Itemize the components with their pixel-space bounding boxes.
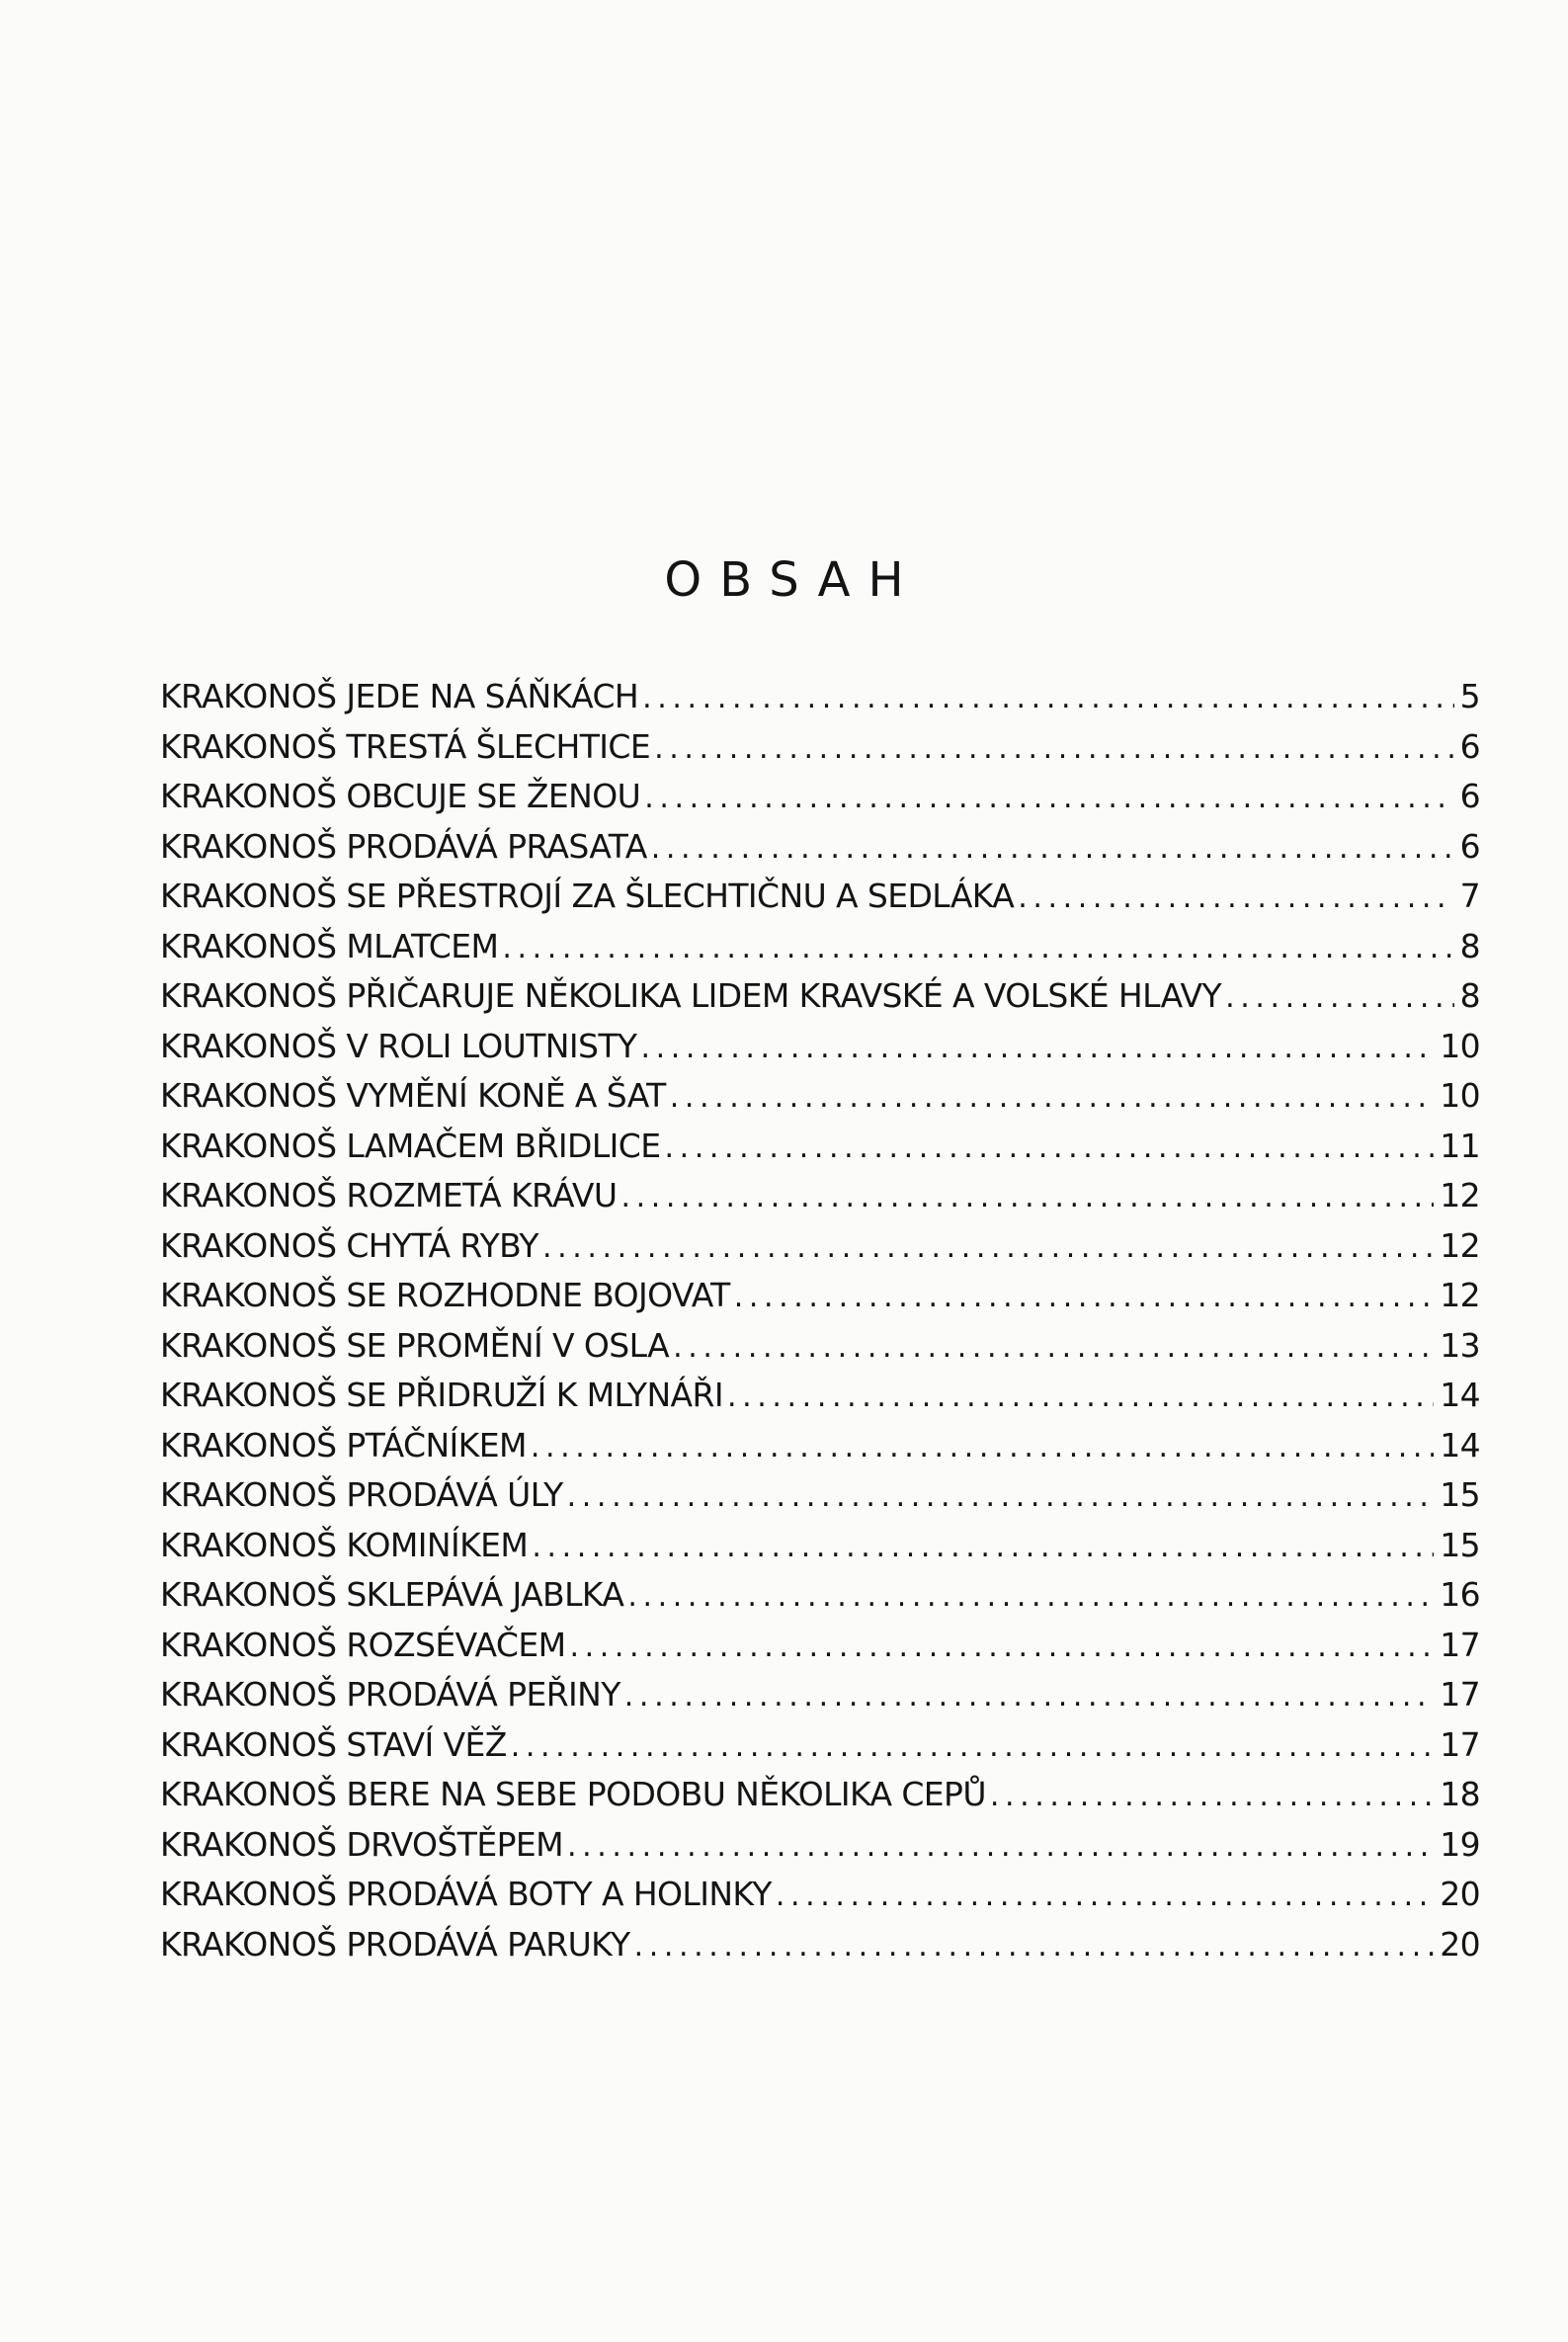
toc-entry-page-number: 6 (1459, 726, 1480, 766)
toc-dot-leader (1225, 973, 1454, 1022)
toc-entry-title: KRAKONOŠ PŘIČARUJE NĚKOLIKA LIDEM KRAVSKÉ A VOLSKÉ HLAVY (160, 976, 1222, 1015)
page-title: OBSAH (664, 552, 922, 608)
toc-entry (160, 1521, 1480, 1571)
toc-dot-leader (651, 824, 1454, 873)
toc-entry (160, 1720, 1480, 1771)
toc-entry (160, 1171, 1480, 1221)
toc-entry-title: KRAKONOŠ JEDE NA SÁŇKÁCH (160, 677, 639, 715)
toc-dot-leader (990, 1772, 1434, 1820)
toc-entry-page-number: 14 (1440, 1376, 1480, 1414)
toc-dot-leader (627, 1572, 1434, 1621)
toc-entry-page-number: 17 (1440, 1675, 1480, 1714)
toc-dot-leader (673, 1323, 1434, 1372)
toc-entry-page-number: 11 (1440, 1126, 1480, 1165)
toc-entry (160, 1570, 1480, 1621)
toc-dot-leader (624, 1672, 1434, 1720)
toc-entry-title: KRAKONOŠ CHYTÁ RYBY (160, 1225, 538, 1265)
toc-entry (160, 1870, 1480, 1920)
toc-entry-title: KRAKONOŠ SE PŘIDRUŽÍ K MLYNÁŘI (160, 1376, 723, 1414)
toc-entry-title: KRAKONOŠ BERE NA SEBE PODOBU NĚKOLIKA CEPŮ (160, 1775, 986, 1813)
toc-dot-leader (640, 1024, 1434, 1072)
toc-entry-title: KRAKONOŠ ROZMETÁ KRÁVU (160, 1176, 618, 1214)
toc-entry-page-number: 15 (1440, 1475, 1480, 1514)
toc-entry-title: KRAKONOŠ SKLEPÁVÁ JABLKA (160, 1575, 624, 1614)
toc-entry (160, 1122, 1480, 1172)
toc-entry-title: KRAKONOŠ MLATCEM (160, 926, 499, 965)
toc-entry-title: KRAKONOŠ PRODÁVÁ BOTY A HOLINKY (160, 1875, 772, 1913)
toc-entry-page-number: 19 (1440, 1824, 1480, 1864)
toc-entry-title: KRAKONOŠ VYMĚNÍ KONĚ A ŠAT (160, 1076, 666, 1115)
toc-dot-leader (569, 1623, 1434, 1671)
toc-entry (160, 971, 1480, 1022)
toc-entry-title: KRAKONOŠ PTÁČNÍKEM (160, 1425, 527, 1464)
toc-entry (160, 1221, 1480, 1272)
toc-entry-page-number: 12 (1440, 1176, 1480, 1214)
toc-entry-page-number: 12 (1440, 1276, 1480, 1314)
toc-entry-page-number: 10 (1440, 1076, 1480, 1115)
toc-entry-title: KRAKONOŠ PRODÁVÁ PRASATA (160, 826, 647, 866)
toc-entry (160, 1621, 1480, 1671)
toc-entry (160, 672, 1480, 722)
toc-entry-page-number: 20 (1440, 1924, 1480, 1964)
toc-entry (160, 1820, 1480, 1871)
toc-entry (160, 1670, 1480, 1720)
toc-entry (160, 1770, 1480, 1820)
toc-dot-leader (644, 774, 1453, 822)
toc-entry-page-number: 18 (1440, 1775, 1480, 1813)
toc-entry-title: KRAKONOŠ SE ROZHODNE BOJOVAT (160, 1276, 730, 1314)
toc-dot-leader (531, 1423, 1434, 1471)
toc-entry-title: KRAKONOŠ SE PROMĚNÍ V OSLA (160, 1325, 670, 1365)
toc-entry-page-number: 10 (1440, 1026, 1480, 1065)
toc-entry-page-number: 8 (1459, 976, 1480, 1015)
toc-entry-title: KRAKONOŠ SE PŘESTROJÍ ZA ŠLECHTIČNU A SEDLÁKA (160, 877, 1015, 915)
toc-entry-page-number: 6 (1459, 777, 1480, 815)
toc-dot-leader (511, 1722, 1434, 1771)
toc-dot-leader (670, 1073, 1434, 1122)
toc-entry (160, 922, 1480, 972)
toc-entry-page-number: 15 (1440, 1525, 1480, 1564)
toc-entry-page-number: 14 (1440, 1425, 1480, 1464)
toc-entry-title: KRAKONOŠ ROZSÉVAČEM (160, 1625, 566, 1664)
toc-entry-title: KRAKONOŠ TRESTÁ ŠLECHTICE (160, 726, 651, 766)
toc-dot-leader (620, 1173, 1434, 1221)
toc-dot-leader (532, 1523, 1434, 1571)
toc-dot-leader (654, 724, 1454, 773)
toc-dot-leader (502, 924, 1453, 972)
toc-dot-leader (734, 1273, 1434, 1321)
toc-entry-title: KRAKONOŠ LAMAČEM BŘIDLICE (160, 1126, 661, 1165)
toc-entry (160, 1470, 1480, 1521)
toc-entry (160, 1271, 1480, 1321)
toc-dot-leader (664, 1124, 1434, 1172)
toc-entry (160, 1920, 1480, 1970)
toc-entry-title: KRAKONOŠ OBCUJE SE ŽENOU (160, 777, 641, 815)
toc-dot-leader (634, 1922, 1435, 1970)
toc-dot-leader (542, 1223, 1434, 1272)
toc-entry-title: KRAKONOŠ PRODÁVÁ PARUKY (160, 1924, 630, 1964)
toc-entry (160, 1022, 1480, 1072)
toc-entry-page-number: 6 (1459, 826, 1480, 866)
toc-entry-title: KRAKONOŠ STAVÍ VĚŽ (160, 1724, 507, 1764)
toc-entry (160, 1071, 1480, 1122)
toc-entry-title: KRAKONOŠ DRVOŠTĚPEM (160, 1824, 563, 1864)
toc-dot-leader (776, 1872, 1434, 1920)
toc-dot-leader (642, 674, 1453, 722)
toc-dot-leader (1018, 874, 1453, 922)
toc-entry (160, 722, 1480, 773)
table-of-contents (160, 672, 1480, 1969)
toc-entry-title: KRAKONOŠ PRODÁVÁ ÚLY (160, 1475, 563, 1514)
toc-entry-page-number: 5 (1459, 677, 1480, 715)
toc-entry (160, 872, 1480, 922)
toc-dot-leader (727, 1373, 1434, 1421)
toc-entry-page-number: 20 (1440, 1875, 1480, 1913)
toc-entry-page-number: 12 (1440, 1225, 1480, 1265)
toc-entry-page-number: 8 (1459, 926, 1480, 965)
toc-entry-page-number: 17 (1440, 1625, 1480, 1664)
toc-entry (160, 772, 1480, 822)
toc-entry (160, 1371, 1480, 1421)
toc-entry (160, 1321, 1480, 1372)
toc-entry (160, 1421, 1480, 1471)
toc-dot-leader (567, 1822, 1434, 1871)
toc-entry-page-number: 7 (1459, 877, 1480, 915)
toc-entry-page-number: 17 (1440, 1724, 1480, 1764)
toc-entry-title: KRAKONOŠ KOMINÍKEM (160, 1525, 529, 1564)
toc-entry (160, 822, 1480, 873)
toc-entry-page-number: 16 (1440, 1575, 1480, 1614)
toc-entry-title: KRAKONOŠ PRODÁVÁ PEŘINY (160, 1675, 620, 1714)
toc-entry-page-number: 13 (1440, 1325, 1480, 1365)
toc-dot-leader (567, 1472, 1435, 1521)
toc-entry-title: KRAKONOŠ V ROLI LOUTNISTY (160, 1026, 637, 1065)
